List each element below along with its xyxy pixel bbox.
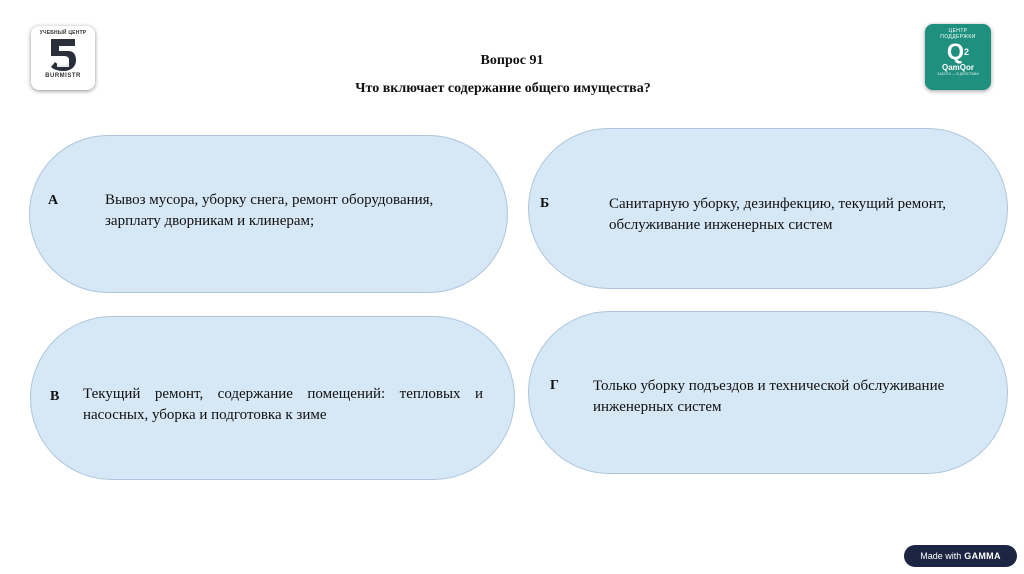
question-number: Вопрос 91 [480, 53, 544, 68]
question-text: Что включает содержание общего имущества? [355, 81, 651, 96]
answer-letter: В [50, 389, 60, 404]
answer-letter: Г [550, 378, 559, 393]
answer-text: Вывоз мусора, уборку снега, ремонт оборудования, зарплату дворникам и клинерам; [105, 192, 434, 229]
answer-option-v[interactable] [30, 316, 515, 480]
answer-option-g[interactable] [528, 311, 1008, 474]
logo-right-mark-sup: 2 [964, 47, 970, 57]
answer-letter: Б [540, 196, 550, 211]
logo-right-line1: ЦЕНТР [948, 28, 968, 34]
badge-prefix: Made with [920, 551, 962, 561]
logo-left-top-text: УЧЕБНЫЙ ЦЕНТР [39, 30, 87, 36]
logo-left-bottom-text: BURMISTR [45, 73, 81, 79]
answer-text: Текущий ремонт, содержание помещений: тепловых и насосных, уборка и подготовка к зиме [83, 386, 483, 423]
answer-text: Только уборку подъездов и технической обслуживание инженерных систем [593, 378, 945, 415]
badge-brand: GAMMA [964, 551, 1001, 561]
answer-option-a[interactable] [29, 135, 508, 293]
answer-option-b[interactable] [528, 128, 1008, 289]
logo-right-mark: Q [946, 39, 965, 64]
logo-right-tagline: ЗАБОТА — В ДЕЙСТВИИ [937, 72, 979, 76]
logo-right-line2: ПОДДЕРЖКИ [940, 34, 976, 40]
logo-right-brand: QamQor [941, 63, 974, 72]
answer-text: Санитарную уборку, дезинфекцию, текущий ремонт, обслуживание инженерных систем [609, 196, 946, 233]
made-with-gamma-badge[interactable] [904, 545, 1017, 567]
answer-letter: А [48, 193, 59, 208]
